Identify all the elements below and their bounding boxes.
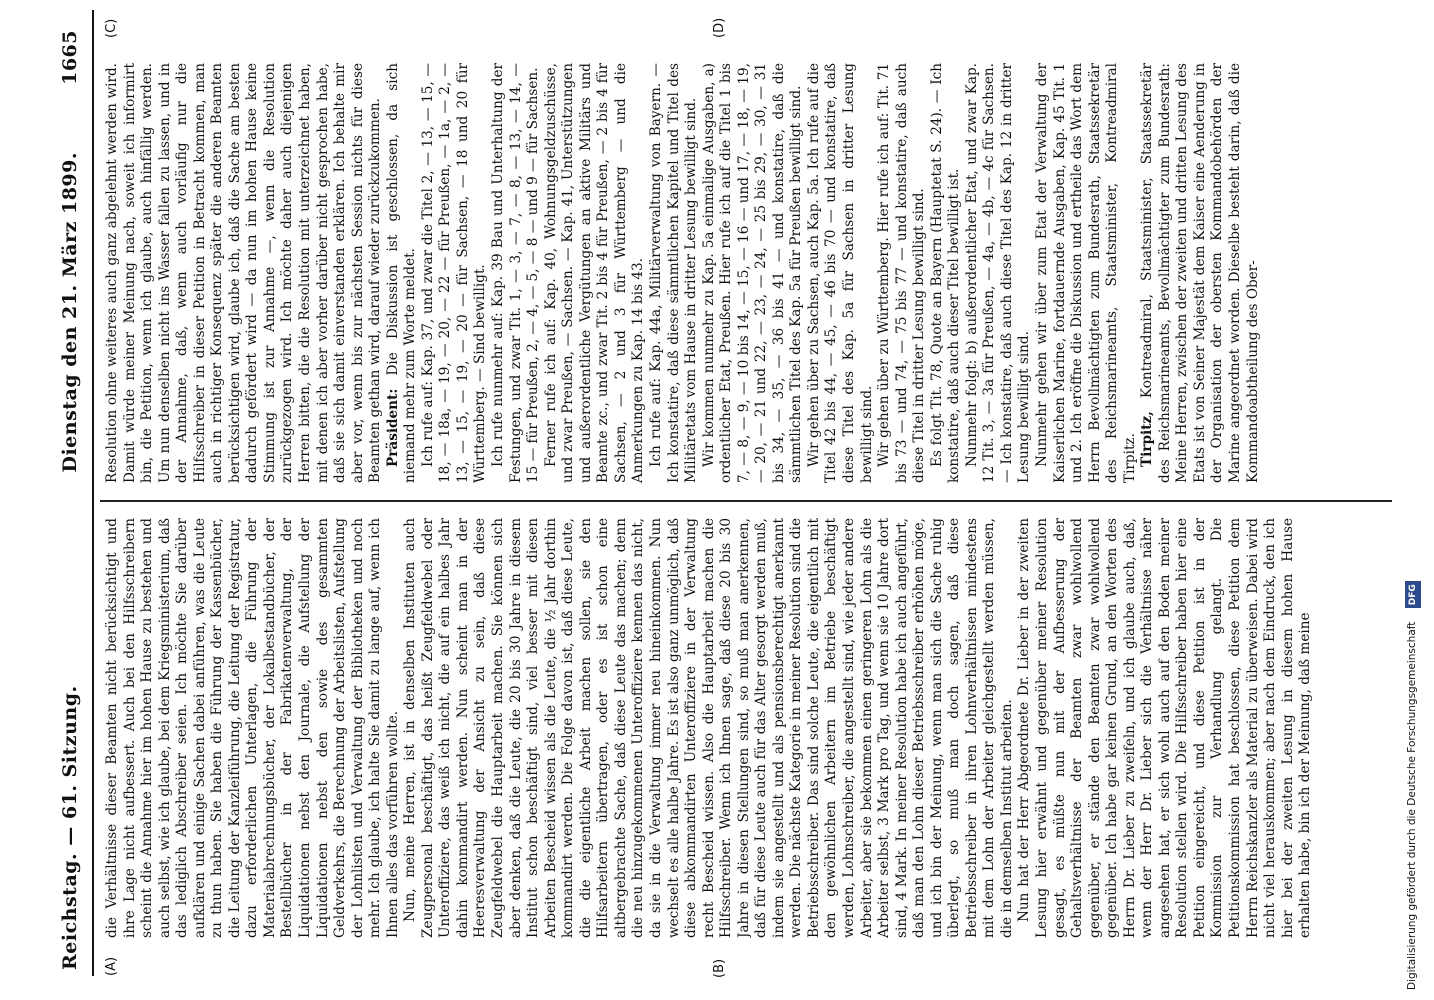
digitization-credit [1398,10,1428,990]
dfg-logo: DFG [1405,581,1421,608]
paragraph: Resolution ohne weiteres auch ganz abgelehnt werden wird. Damit würde meiner Meinung nach, soweit ich informirt bin, die Petition, wenn ich glaube, auch hinfällig werden. Um nun denselben nicht ins Wasser fallen zu lassen, und in der Annahme, daß, wenn auch vorläufig nur die Hilfsschreiber in dieser Petition in Betracht kommen, man auch in richtiger Konsequenz später die anderen Beamten berücksichtigen wird, glaube ich, daß die Sache am besten dadurch gefördert wird — da nun im hohen Hause keine Stimmung ist zur Annahme —, wenn die Resolution zurückgezogen wird. Ich möchte daher auch diejenigen Herren bitten, die die Resolution mit unterzeichnet haben, mit denen ich aber vorher darüber nicht gesprochen habe, daß sie sich damit einverstanden erklären. Ich behalte mir aber vor, wenn bis zur nächsten Session nichts für diese Beamten gethan wird, darauf wieder zurückzukommen. [104,63,384,483]
paragraph: Präsident: Die Diskussion ist geschlossen, da sich niemand mehr zum Worte meldet. [384,63,419,483]
paragraph: Nunmehr folgt: b) außerordentlicher Etat, und zwar Kap. 12 Tit. 3, — 3a für Preußen, — 4a, — 4b, — 4c für Sachsen. — Ich konstatire, daß auch diese Titel des Kap. 12 in dritter Lesung bewilligt sind. [963,63,1033,483]
paragraph: Nun hat der Herr Abgeordnete Dr. Lieber in der zweiten Lesung hier erwähnt und gegenüber meiner Resolution gesagt, es müßte nun mit der Aufbesserung der Gehaltsverhältnisse der Beamten zwar wohlwollend gegenüber, er stände den Beamten zwar wohlwollend gegenüber. Ich habe gar keinen Grund, an den Worten des Herrn Dr. Lieber zu zweifeln, und ich glaube auch, daß, wenn der Herr Dr. Lieber sich die Verhältnisse näher angesehen hat, er sich wohl auch auf den Boden meiner Resolution stellen wird. Die Hilfsschreiber haben hier eine Petition eingereicht, und diese Petition ist in der Kommission zur Verhandlung gelangt. Die Petitionskommission hat beschlossen, diese Petition dem Herrn Reichskanzler als Material zu überweisen. Dabei wird nicht viel herauskommen; aber nach dem Eindruck, den ich hier bei der zweiten Lesung in diesem hohen Hause erhalten habe, bin ich der Meinung, daß meine [1016,518,1314,938]
speaker-name: Tirpitz, [1139,411,1156,467]
margin-mark-a: (A) [104,956,119,976]
paragraph: Wir kommen nunmehr zu Kap. 5a einmalige Ausgaben, a) ordentlicher Etat, Preußen. Hier rufe ich auf die Titel 1 bis 7, — 8, — 9, — 10 bis 14, — 15, — 16 — und 17, — 18, — 19, — 20, — 21 und 22, — 23, — 24, — 25 bis 29, — 30, — 31 bis 34, — 35, — 36 bis 41 — und konstatire, daß die sämmtlichen Titel des Kap. 5a für Preußen bewilligt sind. [700,63,805,483]
right-column [104,63,1402,483]
credit-label: Digitalisierung gefördert durch die Deutsche Forschungsgemeinschaft [1406,621,1418,990]
column-divider [100,500,1392,502]
paragraph: Tirpitz, Kontreadmiral, Staatsminister, Staatssekretär des Reichsmarineamts, Bevollmächtigter zum Bundesrath: Meine Herren, zwischen der zweiten und dritten Lesung des Etats ist von Seiner Majestät dem Kaiser eine Aenderung in der Organisation der obersten Kommandobehörden der Marine angeordnet worden. Dieselbe besteht darin, daß die Kommandoabtheilung des Ober- [1139,63,1261,483]
paragraph: Es folgt Tit. 78, Quote an Bayern (Hauptetat S. 24). — Ich konstatire, daß auch dieser Titel bewilligt ist. [928,63,963,483]
header-date: Dienstag den 21. März 1899. [59,152,81,473]
left-column [104,518,1402,938]
page-number: 1665 [59,30,81,85]
margin-mark-d: (D) [712,17,727,38]
document-page [42,0,1402,1000]
paragraph: Nun, meine Herren, ist in denselben Instituten auch Zeugpersonal beschäftigt, das heißt Zeugfeldwebel oder Unteroffiziere, das weiß ich nicht, die auf ein halbes Jahr dahin kommandirt werden. Nun scheint man in der Heeresverwaltung der Ansicht zu sein, daß diese Zeugfeldwebel die Hauptarbeit machen. Sie können sich aber denken, daß die Leute, die 20 bis 30 Jahre in diesem Institut schon beschäftigt sind, viel besser mit diesen Arbeiten Bescheid wissen als die Leute, die ½ Jahr dorthin kommandirt werden. Die Folge davon ist, daß diese Leute, die die eigentliche Arbeit machen sollen, sie den Hilfsarbeitern übertragen, oder es ist schon eine altbergebrachte Sache, daß diese Leute das machen; denn die neu hinzugekommenen Unteroffiziere kennen das nicht, da sie in die Verwaltung immer neu hineinkommen. Nun wechselt es alle halbe Jahre. Es ist also ganz unmöglich, daß diese abkommandirten Unteroffiziere in der Verwaltung recht Bescheid wissen. Also die Hauptarbeit machen die Hilfsschreiber. Wenn ich Ihnen sage, daß diese 20 bis 30 Jahre in diesen Stellungen sind, so muß man anerkennen, daß für diese Leute auch für das Alter gesorgt werden muß, indem sie angestellt und als pensionsberechtigt anerkannt werden. Die nächste Kategorie in meiner Resolution sind die Betriebsschreiber. Das sind solche Leute, die eigentlich mit den gewöhnlichen Arbeitern im Betriebe beschäftigt werden, Lohnschreiber, die angestellt sind, wie jeder andere Arbeiter, aber sie bekommen einen geringeren Lohn als die Arbeiter selbst, 3 Mark pro Tag, und wenn sie 10 Jahre dort sind, 4 Mark. In meiner Resolution habe ich auch angeführt, daß man den Lohn dieser Betriebsschreiber erhöhen möge, und ich bin der Meinung, wenn man sich die Sache ruhig überlegt, so muß man doch sagen, daß diese Betriebsschreiber in ihren Lohnverhältnissen mindestens mit dem Lohn der Arbeiter gleichgestellt werden müssen, die in demselben Institut arbeiten. [402,518,1015,938]
header-right [59,30,81,473]
paragraph: Wir gehen über zu Sachsen, auch Kap. 5a. Ich rufe auf die Titel 42 bis 44, — 45, — 46 bis 70 — und konstatire, daß diese Titel des Kap. 5a für Sachsen in dritter Lesung bewilligt sind. [805,63,875,483]
paragraph: Ferner rufe ich auf: Kap. 40, Wohnungsgeldzuschüsse, und zwar Preußen, — Sachsen. — Kap. 41, Unterstützungen und außerordentliche Vergütungen an aktive Militärs und Beamte zc., und zwar Tit. 2 bis 4 für Preußen, — 2 bis 4 für Sachsen, — 2 und 3 für Württemberg — und die Anmerkungen zu Kap. 14 bis 43. [542,63,647,483]
paragraph: Ich rufe auf: Kap. 44a, Militärverwaltung von Bayern. — Ich konstatire, daß diese sämmtlichen Kapitel und Titel des Militäretats vom Hause in dritter Lesung bewilligt sind. [647,63,700,483]
header-rule [92,10,94,976]
margin-mark-c: (C) [104,18,119,38]
page-header [48,30,92,970]
margin-mark-b: (B) [712,958,727,978]
speaker-name: Präsident: [384,388,401,467]
paragraph: Nunmehr gehen wir über zum Etat der Verwaltung der Kaiserlichen Marine, fortdauernde Ausgaben, Kap. 45 Tit. 1 und 2. Ich eröffne die Diskussion und ertheile das Wort dem Herrn Bevollmächtigten zum Bundesrath, Staatssekretär des Reichsmarineamts, Staatsminister, Kontreadmiral Tirpitz. [1033,63,1138,483]
paragraph: die Verhältnisse dieser Beamten nicht berücksichtigt und ihre Lage nicht aufbessert. Auch bei den Hilfsschreibern scheint die Annahme hier im hohen Hause zu bestehen und auch selbst, wie ich glaube, bei dem Kriegsministerium, daß das lediglich Abschreiber seien. Ich möchte Sie darüber aufklären und einige Sachen dabei anführen, was die Leute zu thun haben. Sie haben die Führung der Kassenbücher, die Leitung der Kanzleiführung, die Leitung der Registratur, dazu erforderlichen Unterlagen, die Führung der Materialabrechnungsbücher, der Lokalbestandbücher, der Bestellbücher in der Fabrikatenverwaltung, der Liquidationen nebst den Journale, die Aufstellung der Liquidationen nebst den sowie des gesammten Geldverkehrs, die Berechnung der Arbeitslisten, Aufstellung der Lohnlisten und Verwaltung der Bibliotheken und noch mehr. Ich glaube, ich halte Sie damit zu lange auf, wenn ich Ihnen alles das vorführen wollte. [104,518,401,938]
header-left: Reichstag. — 61. Sitzung. [59,685,81,970]
credit-text [1404,10,1421,990]
paragraph: Ich rufe nunmehr auf: Kap. 39 Bau und Unterhaltung der Festungen, und zwar Tit. 1, — 3, — 7, — 8, — 13, — 14, — 15 — für Preußen, 2, — 4, — 5, — 8 — und 9 — für Sachsen. [490,63,542,483]
paragraph: Wir gehen über zu Württemberg. Hier rufe ich auf: Tit. 71 bis 73 — und 74, — 75 bis 77 — und konstatire, daß auch diese Titel in dritter Lesung bewilligt sind. [876,63,928,483]
paragraph: Ich rufe auf: Kap. 37, und zwar die Titel 2, — 13, — 15, — 18, — 18a, — 19, — 20, — 22 — für Preußen, — 1a, — 2, — 13, — 15, — 19, — 20 — für Sachsen, — 18 und 20 für Württemberg. — Sind bewilligt. [419,63,489,483]
